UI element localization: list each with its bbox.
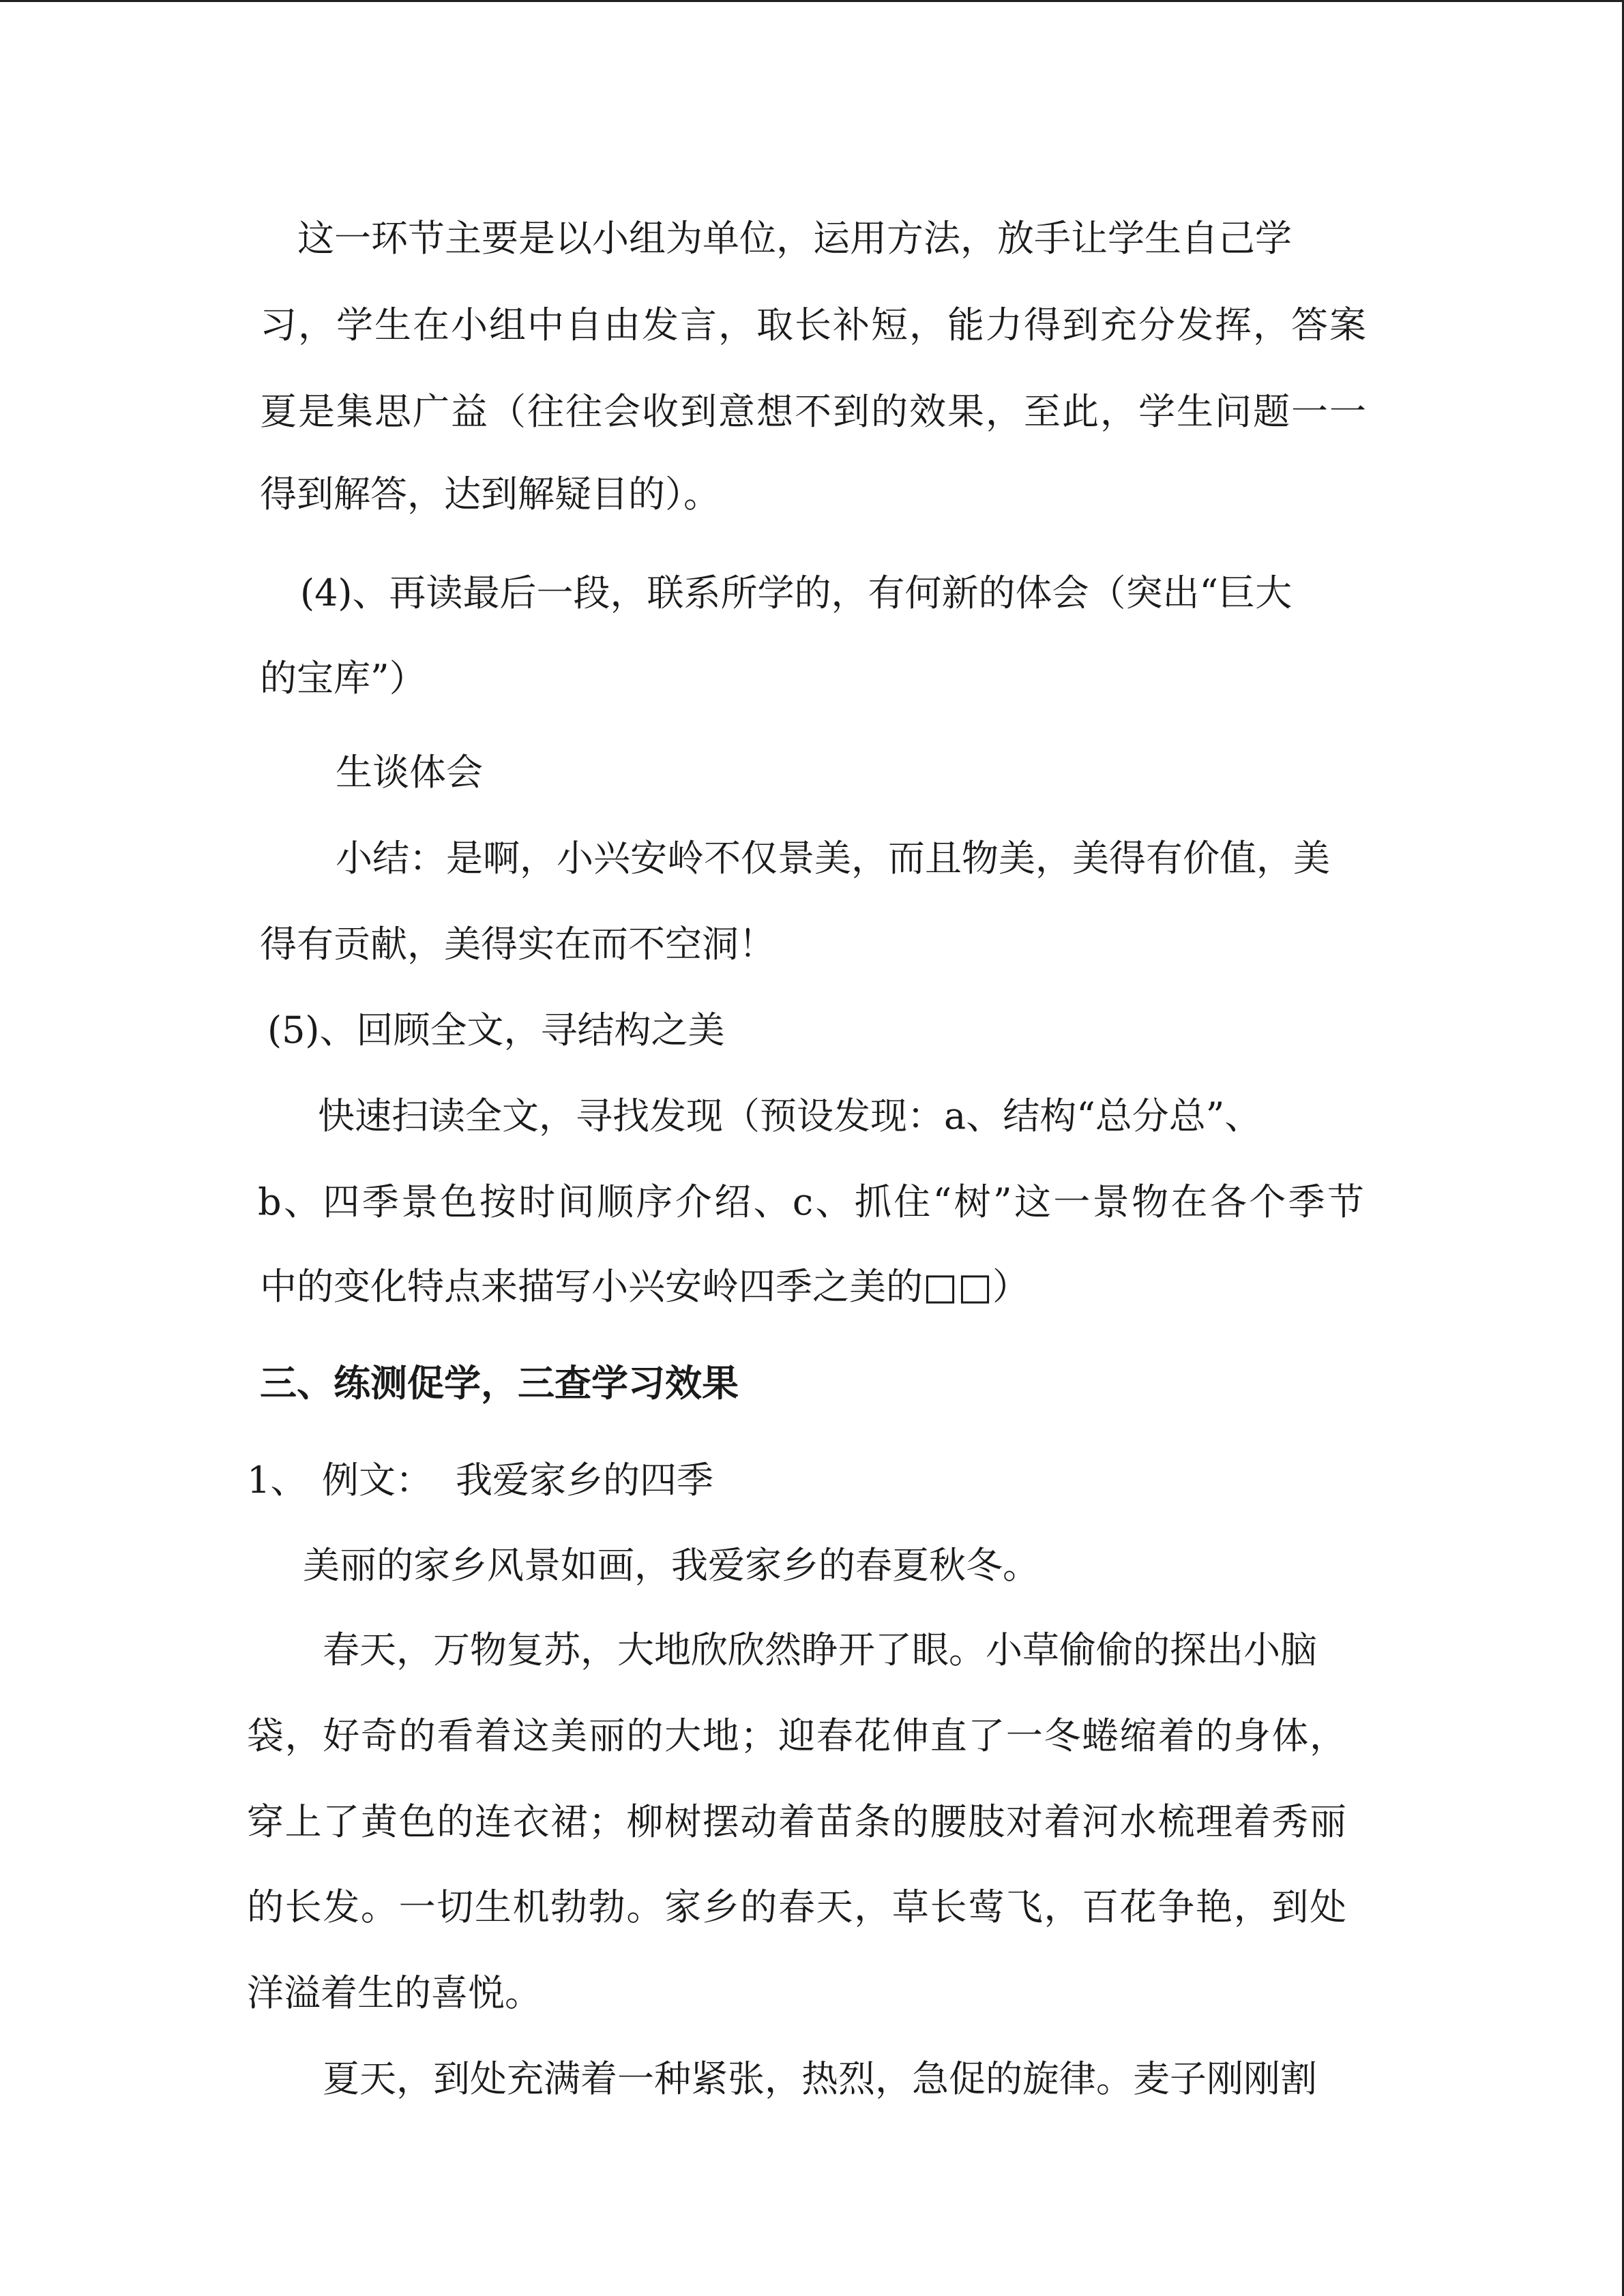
- summer-line-1: 夏天，到处充满着一种紧张，热烈，急促的旋律。麦子刚刚割: [323, 2057, 1317, 2100]
- page-border-top: [0, 0, 1624, 2]
- scan-line-3: 中的变化特点来描写小兴安岭四季之美的□□）: [260, 1265, 1030, 1308]
- paragraph-1-line-3: 夏是集思广益（往往会收到意想不到的效果，至此，学生问题一一: [260, 390, 1366, 433]
- paragraph-1-line-1: 这一环节主要是以小组为单位，运用方法，放手让学生自己学: [297, 217, 1292, 260]
- scan-line-1: 快速扫读全文，寻找发现（预设发现：a、结构“总分总”、: [318, 1094, 1262, 1137]
- spring-line-1: 春天，万物复苏，大地欣欣然睁开了眼。小草偷偷的探出小脑: [323, 1628, 1317, 1671]
- example-number: 1、: [247, 1459, 308, 1502]
- paragraph-1-line-4: 得到解答，达到解疑目的）。: [260, 473, 720, 516]
- spring-line-3: 穿上了黄色的连衣裙；柳树摆动着苗条的腰肢对着河水梳理着秀丽: [247, 1800, 1346, 1843]
- step-4-line-1: (4)、再读最后一段，联系所学的，有何新的体会（突出“巨大: [300, 571, 1293, 614]
- step-4-line-2: 的宝库”）: [260, 657, 426, 700]
- summary-line-2: 得有贡献，美得实在而不空洞！: [260, 923, 776, 966]
- example-label: 例文：: [322, 1459, 432, 1502]
- student-talk: 生谈体会: [336, 751, 483, 794]
- section-3-heading: 三、练测促学，三查学习效果: [260, 1361, 739, 1405]
- scan-line-2: b、四季景色按时间顺序介绍、c、抓住“树”这一景物在各个季节: [258, 1180, 1364, 1223]
- example-title: 我爱家乡的四季: [456, 1459, 713, 1502]
- step-5: (5)、回顾全文，寻结构之美: [267, 1009, 725, 1052]
- essay-intro: 美丽的家乡风景如画，我爱家乡的春夏秋冬。: [303, 1544, 1039, 1587]
- spring-line-4: 的长发。一切生机勃勃。家乡的春天，草长莺飞，百花争艳，到处: [247, 1885, 1346, 1928]
- paragraph-1-line-2: 习，学生在小组中自由发言，取长补短，能力得到充分发挥，答案: [260, 303, 1366, 346]
- spring-line-5: 洋溢着生的喜悦。: [247, 1971, 542, 2014]
- summary-line-1: 小结：是啊，小兴安岭不仅景美，而且物美，美得有价值，美: [336, 837, 1330, 880]
- spring-line-2: 袋，好奇的看着这美丽的大地；迎春花伸直了一冬蜷缩着的身体，: [247, 1714, 1346, 1757]
